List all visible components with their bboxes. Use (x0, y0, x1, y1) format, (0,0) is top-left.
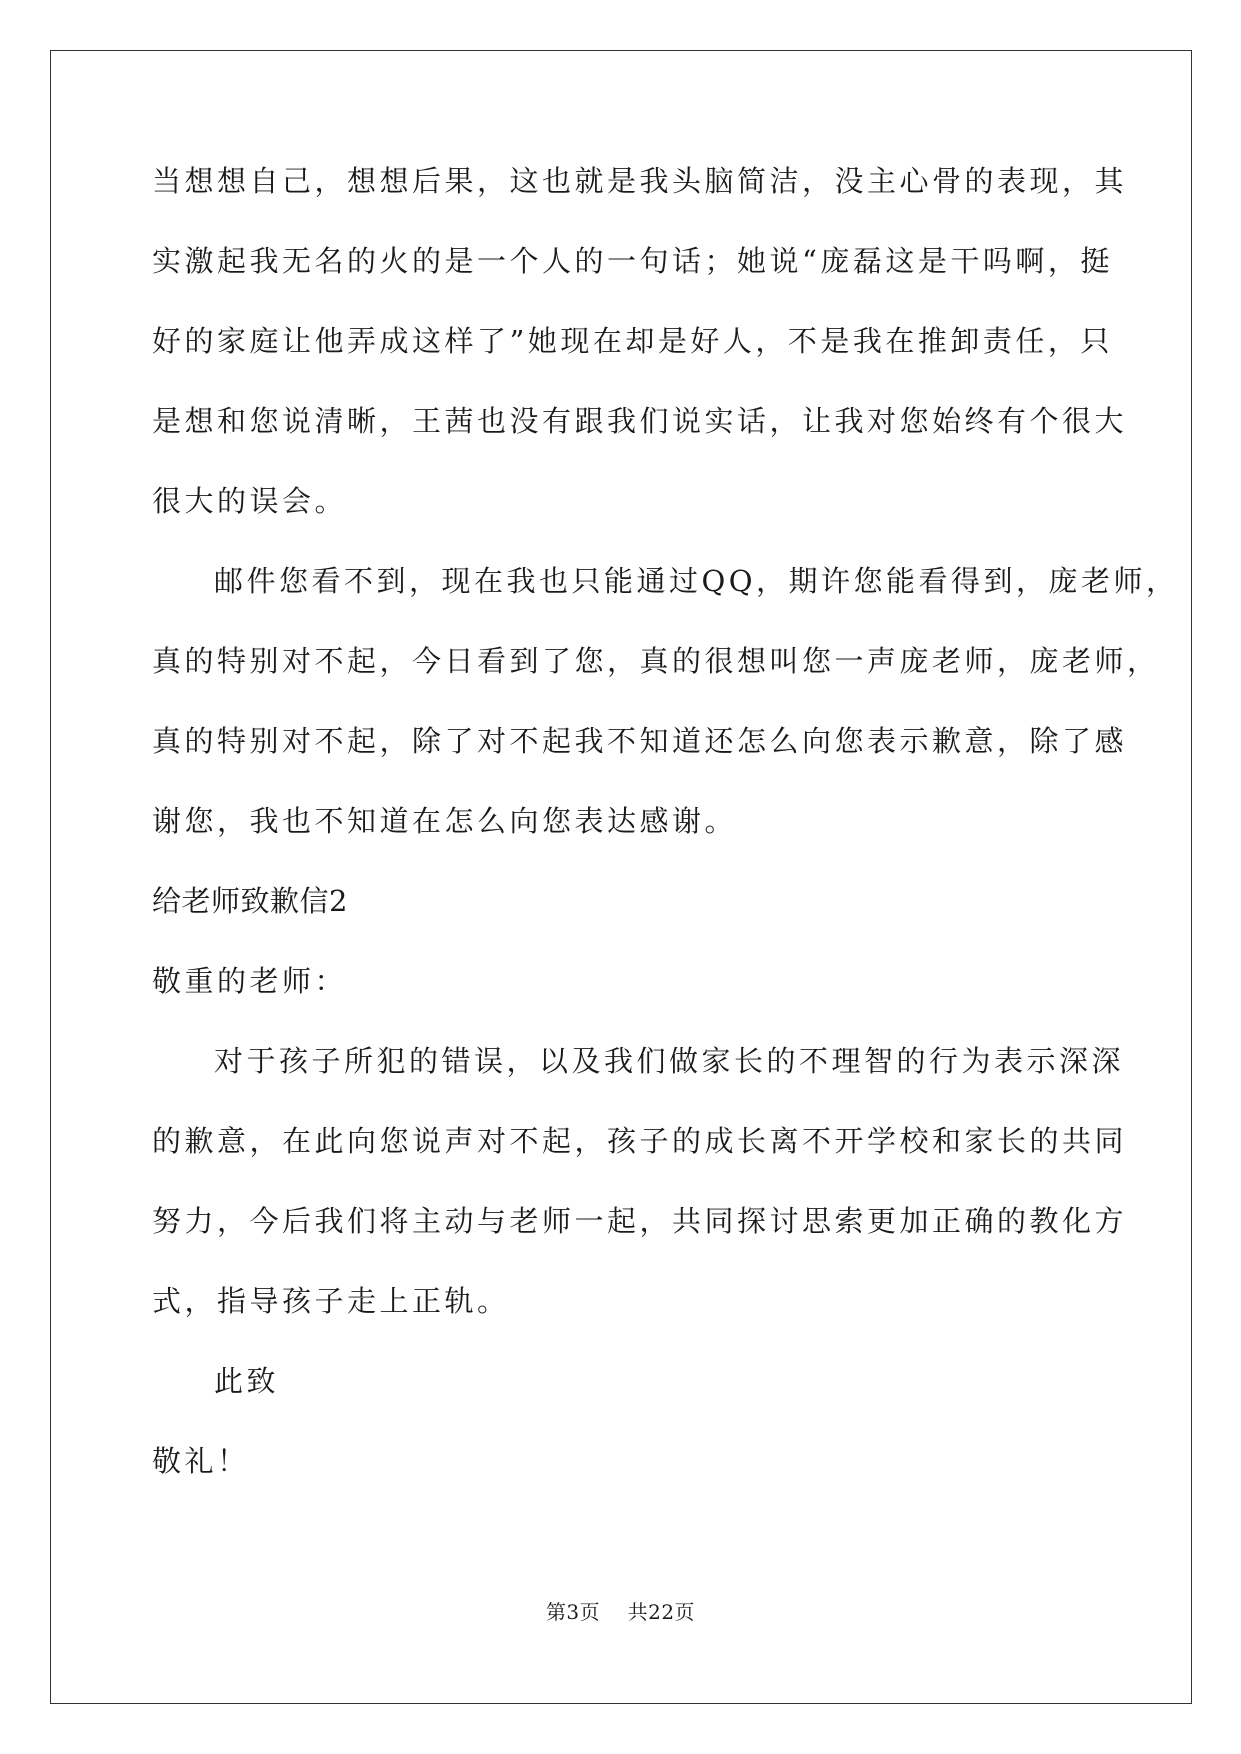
regards: 敬礼！ (152, 1444, 250, 1478)
closing: 此致 (214, 1364, 280, 1398)
paragraph-2-line-2: 真的特别对不起，今日看到了您，真的很想叫您一声庞老师，庞老师， (152, 644, 1160, 678)
document-body (152, 163, 1179, 1523)
paragraph-3-line-3: 努力，今后我们将主动与老师一起，共同探讨思索更加正确的教化方 (152, 1204, 1128, 1238)
paragraph-3-line-4: 式，指导孩子走上正轨。 (152, 1284, 510, 1318)
page-total: 共22页 (627, 1600, 696, 1624)
paragraph-1-line-3: 好的家庭让他弄成这样了”她现在却是好人，不是我在推卸责任，只 (152, 324, 1113, 358)
paragraph-2-line-4: 谢您，我也不知道在怎么向您表达感谢。 (152, 804, 738, 838)
paragraph-1-line-5: 很大的误会。 (152, 484, 348, 518)
paragraph-1-line-1: 当想想自己，想想后果，这也就是我头脑简洁，没主心骨的表现，其 (152, 164, 1128, 198)
paragraph-1-line-4: 是想和您说清晰，王茜也没有跟我们说实话，让我对您始终有个很大 (152, 404, 1128, 438)
salutation: 敬重的老师： (152, 964, 348, 998)
paragraph-2-line-3: 真的特别对不起，除了对不起我不知道还怎么向您表示歉意，除了感 (152, 724, 1128, 758)
page-footer (0, 1596, 1241, 1625)
section-heading: 给老师致歉信2 (152, 884, 348, 918)
paragraph-2-line-1: 邮件您看不到，现在我也只能通过QQ，期许您能看得到，庞老师， (214, 564, 1179, 598)
paragraph-1-line-2: 实激起我无名的火的是一个人的一句话；她说“庞磊这是干吗啊，挺 (152, 244, 1113, 278)
paragraph-3-line-1: 对于孩子所犯的错误，以及我们做家长的不理智的行为表示深深 (214, 1044, 1125, 1078)
page-number: 第3页 (545, 1600, 601, 1624)
paragraph-3-line-2: 的歉意，在此向您说声对不起，孩子的成长离不开学校和家长的共同 (152, 1124, 1128, 1158)
